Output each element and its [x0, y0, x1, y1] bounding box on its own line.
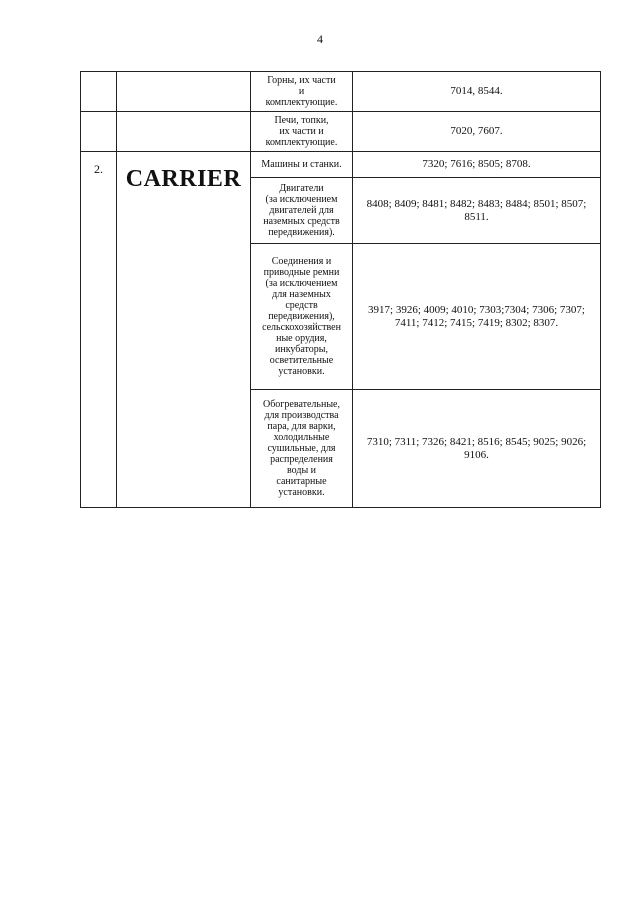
- entry-number-cell: [81, 152, 117, 508]
- brand-name: CARRIER: [125, 166, 242, 192]
- hs-codes: 7014, 8544.: [353, 72, 601, 112]
- goods-description: Горны, их части и комплектующие.: [251, 72, 353, 112]
- hs-codes: 3917; 3926; 4009; 4010; 7303;7304; 7306; 7307; 7411; 7412; 7415; 7419; 8302; 8307.: [353, 244, 601, 390]
- number-cell: [81, 72, 117, 112]
- hs-codes: 7020, 7607.: [353, 112, 601, 152]
- goods-description: Обогревательные, для производства пара, для варки, холодильные сушильные, для распределения воды и санитарные установки.: [251, 390, 353, 508]
- brand-cell: [117, 152, 251, 508]
- brand-cell: [117, 112, 251, 152]
- brand-cell: [117, 72, 251, 112]
- page-number: 4: [317, 32, 323, 46]
- hs-codes: 7320; 7616; 8505; 8708.: [353, 152, 601, 178]
- goods-table: [80, 71, 601, 508]
- table-row: [81, 152, 601, 178]
- table-row: [81, 72, 601, 112]
- goods-description: Соединения и приводные ремни (за исключением для наземных средств передвижения), сельскохозяйствен ные орудия, инкубаторы, осветительные установки.: [251, 244, 353, 390]
- hs-codes: 8408; 8409; 8481; 8482; 8483; 8484; 8501; 8507; 8511.: [353, 178, 601, 244]
- goods-description: Машины и станки.: [251, 152, 353, 178]
- number-cell: [81, 112, 117, 152]
- goods-description: Двигатели (за исключением двигателей для наземных средств передвижения).: [251, 178, 353, 244]
- goods-description: Печи, топки, их части и комплектующие.: [251, 112, 353, 152]
- table-row: [81, 112, 601, 152]
- hs-codes: 7310; 7311; 7326; 8421; 8516; 8545; 9025; 9026; 9106.: [353, 390, 601, 508]
- entry-number: 2.: [94, 162, 103, 176]
